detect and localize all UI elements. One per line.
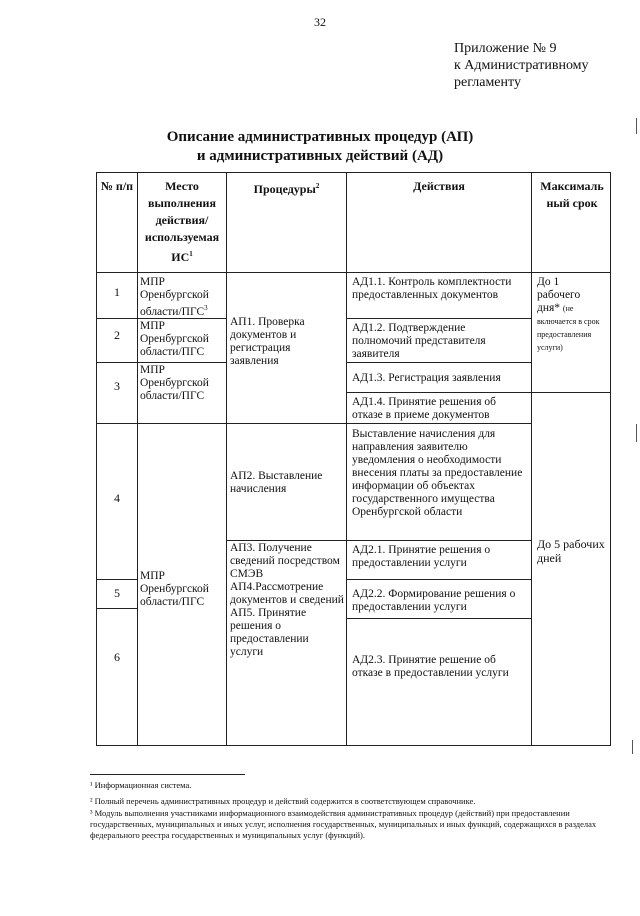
header-place — [138, 178, 226, 266]
scan-mark-middle — [636, 424, 637, 442]
footnote-1: ¹ Информационная система. — [90, 780, 192, 790]
action-ad1-2: АД1.2. Подтверждение полномочий представителя заявителя — [352, 322, 486, 360]
action-ad1-1: АД1.1. Контроль комплектности предоставленных документов — [352, 276, 512, 301]
footnote-divider — [90, 774, 245, 775]
scan-mark-top — [636, 118, 637, 134]
procedure-ap2: АП2. Выставление начисления — [230, 470, 323, 495]
title-line-2: и административных действий (АД) — [196, 148, 444, 164]
procedure-ap3-5: АП3. Получение сведений посредством СМЭВ АП4.Рассмотрение документов и сведений АП5. Принятие решения о предоставлении услуги — [230, 542, 344, 658]
action-billing: Выставление начисления для направления заявителю уведомления о необходимости внесения платы за предоставление информации об объектах государственного имущества Оренбургской области — [352, 428, 523, 518]
action-ad1-4: АД1.4. Принятие решения об отказе в приеме документов — [352, 396, 496, 421]
appendix-line-2: к Административному — [454, 58, 589, 73]
row-number-6: 6 — [114, 650, 120, 664]
document-title — [0, 128, 640, 166]
term-2: До 5 рабочих дней — [537, 537, 605, 565]
row-number-4: 4 — [114, 491, 120, 505]
row-number-1: 1 — [114, 285, 120, 299]
title-line-1: Описание административных процедур (АП) — [166, 129, 474, 145]
appendix-line-3: регламенту — [454, 75, 521, 90]
footnote-3: ³ Модуль выполнения участниками информационного взаимодействия административных процедур (действий) при предоставлении государственных, муниципальных и иных услуг, исполнения государственных, муниципальных и иных функций, содержащихся в разделах федерального реестра государственных и муниципальных услуг (функций). — [90, 808, 597, 840]
term-1-text: До 1 рабочего дня* — [537, 276, 581, 314]
action-ad2-1: АД2.1. Принятие решения о предоставлении услуги — [352, 544, 491, 569]
scan-mark-bottom — [632, 740, 633, 754]
place-row-1-text: МПР Оренбургской области/ПГС — [140, 276, 209, 318]
header-place-text: Место выполнения действия/ используемая ИС — [144, 179, 220, 264]
row-number-5: 5 — [114, 586, 120, 600]
header-procedures-text: Процедуры — [253, 182, 316, 196]
action-ad2-2: АД2.2. Формирование решения о предоставлении услуги — [352, 588, 516, 613]
appendix-note — [454, 40, 589, 91]
term-1 — [537, 276, 605, 354]
place-row-3: МПР Оренбургской области/ПГС — [140, 364, 209, 402]
header-procedures — [227, 178, 346, 198]
action-ad1-3: АД1.3. Регистрация заявления — [352, 372, 501, 384]
header-procedures-sup: 2 — [315, 182, 320, 190]
appendix-line-1: Приложение № 9 — [454, 41, 557, 56]
footnote-2: ² Полный перечень административных процедур и действий содержится в соответствующем справочнике. — [90, 796, 476, 806]
place-row-1-sup: 3 — [204, 304, 208, 312]
place-row-1 — [140, 276, 226, 319]
procedure-ap1: АП1. Проверка документов и регистрация заявления — [230, 316, 305, 367]
header-actions: Действия — [413, 179, 465, 193]
header-place-sup: 1 — [189, 250, 193, 258]
page-number: 32 — [314, 15, 326, 29]
row-number-2: 2 — [114, 328, 120, 342]
row-number-3: 3 — [114, 379, 120, 393]
place-rows-4-6: МПР Оренбургской области/ПГС — [140, 570, 209, 608]
term-1-note: (не включается в срок предоставления услуги) — [537, 304, 600, 352]
action-ad2-3: АД2.3. Принятие решение об отказе в предоставлении услуги — [352, 654, 509, 679]
header-num: № п/п — [100, 179, 134, 193]
header-max-term: Максималь ный срок — [540, 179, 604, 210]
place-row-2: МПР Оренбургской области/ПГС — [140, 320, 209, 358]
